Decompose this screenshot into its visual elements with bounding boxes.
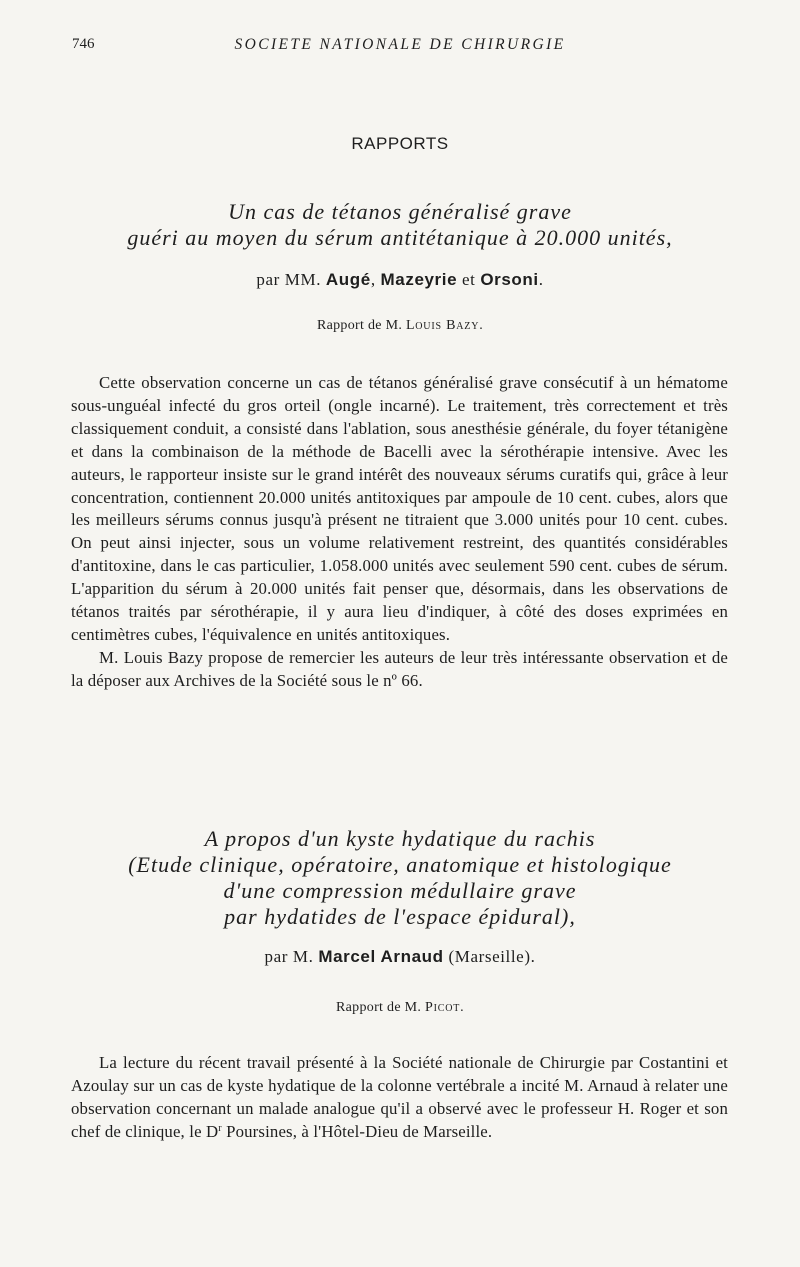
article2-rapport (0, 1000, 800, 1016)
article1-author2: Mazeyrie (380, 270, 458, 289)
article1-sep2: et (462, 270, 476, 289)
article1-rapport-prefix: Rapport de M. (316, 318, 403, 333)
article2-byline-end: (Marseille). (448, 947, 536, 966)
article2-byline-prefix: par M. (264, 947, 314, 966)
article2-body (71, 1052, 728, 1144)
article2-rapport-prefix: Rapport de M. (336, 1000, 422, 1015)
article2-byline (0, 947, 800, 967)
section-heading: RAPPORTS (351, 134, 449, 153)
article2-author: Marcel Arnaud (318, 947, 444, 966)
journal-title: SOCIETE NATIONALE DE CHIRURGIE (234, 36, 566, 53)
article1-paragraph-1: Cette observation concerne un cas de tétanos généralisé grave consécutif à un hématome sous-unguéal infecté du gros orteil (ongle incarné). Le traitement, très correctement et très classiquement conduit, a consisté dans l'ablation, sous anesthésie générale, du foyer tétanigène et dans la combinaison de la méthode de Bacelli avec la sérothérapie intensive. Avec les auteurs, le rapporteur insiste sur le grand intérêt des nouveaux sérums curatifs qui, grâce à leur concentration, contiennent 20.000 unités antitoxiques par ampoule de 10 cent. cubes, alors que les meilleurs sérums connus jusqu'à présent ne titraient que 3.000 unités pour 10 cent. cubes. On peut ainsi injecter, sous un volume relativement restreint, des quantités considérables d'antitoxine, dans le cas particulier, 1.058.000 unités avec seulement 590 cent. cubes de sérum. L'apparition du sérum à 20.000 unités fait penser que, désormais, dans les observations de tétanos traités par sérothérapie, il y aura lieu d'indiquer, à côté des doses exprimées en centimètres cubes, l'équivalence en unités antitoxiques. (71, 373, 728, 644)
article2-title (0, 826, 800, 930)
article1-rapporteur: Louis Bazy (405, 318, 480, 333)
article2-title-line4: par hydatides de l'espace épidural), (224, 904, 576, 929)
article2-title-line3: d'une compression médullaire grave (223, 878, 577, 903)
article1-byline-prefix: par MM. (256, 270, 322, 289)
article1-byline-end: . (538, 270, 544, 289)
article2-rapport-end: . (460, 1000, 464, 1015)
article2-paragraph-text-end: Poursines, à l'Hôtel-Dieu de Marseille. (221, 1121, 493, 1141)
article2-paragraph-1 (71, 1052, 728, 1144)
article1-body (71, 372, 728, 693)
article1-paragraph-2: M. Louis Bazy propose de remercier les auteurs de leur très intéressante observation et de la déposer aux Archives de la Société sous le nº 66. (71, 647, 728, 690)
article1-author1: Augé (325, 270, 371, 289)
article1-author3: Orsoni (480, 270, 539, 289)
article1-rapport-end: . (479, 318, 484, 333)
article1-title (0, 199, 800, 251)
article2-rapporteur: Picot (425, 1000, 461, 1015)
article2-paragraph-sup: r (218, 1122, 222, 1134)
page-number: 746 (72, 36, 95, 52)
running-head (72, 36, 728, 58)
article1-title-line1: Un cas de tétanos généralisé grave (228, 199, 572, 224)
article1-sep1: , (370, 270, 376, 289)
article2-paragraph-text: La lecture du récent travail présenté à la Société nationale de Chirurgie par Costantini et Azoulay sur un cas de kyste hydatique de la colonne vertébrale a incité M. Arnaud à relater une observation concernant un malade analogue qu'il a observé avec le professeur H. Roger et son chef de clinique, le D (71, 1053, 728, 1141)
article1-rapport (0, 318, 800, 334)
article2-title-line1: A propos d'un kyste hydatique du rachis (204, 826, 596, 851)
article1-byline (0, 270, 800, 290)
article2-title-line2: (Etude clinique, opératoire, anatomique et histologique (128, 852, 672, 877)
article1-title-line2: guéri au moyen du sérum antitétanique à 20.000 unités, (127, 225, 673, 250)
